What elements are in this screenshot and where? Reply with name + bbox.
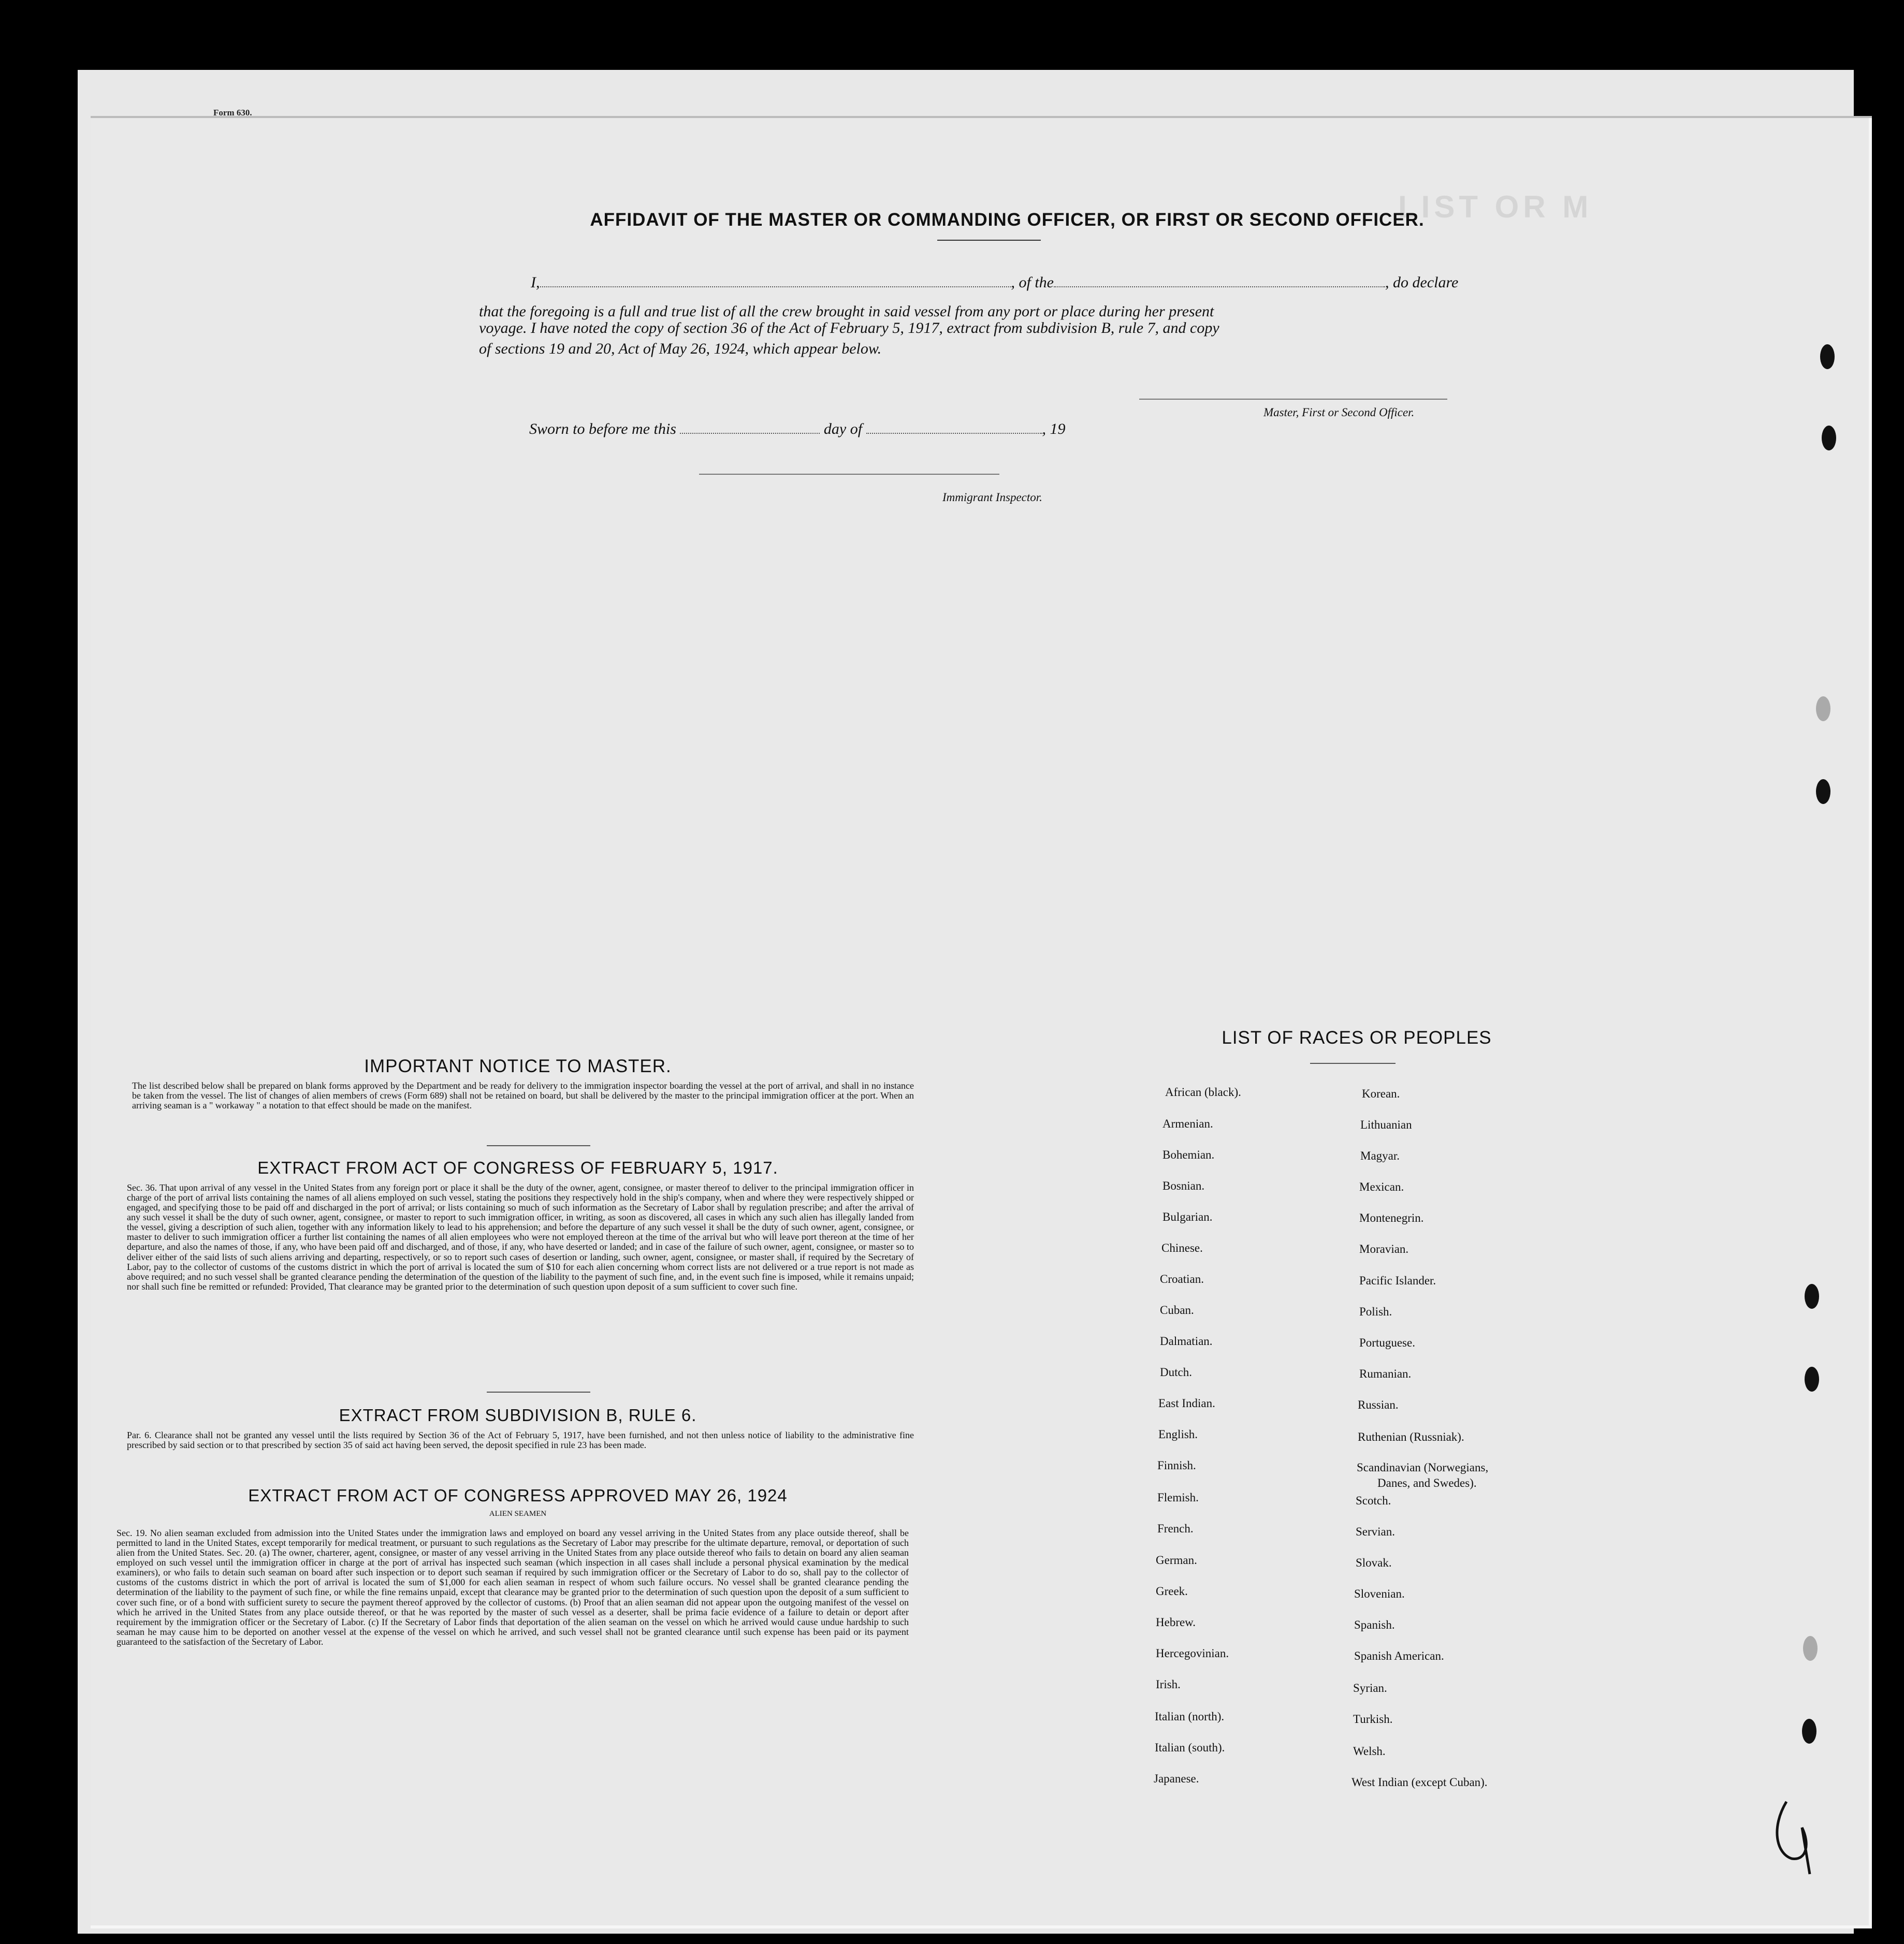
race-item: West Indian (except Cuban). xyxy=(1351,1776,1488,1789)
subdivision-b-title: EXTRACT FROM SUBDIVISION B, RULE 6. xyxy=(339,1406,697,1425)
punch-hole xyxy=(1816,696,1830,721)
sworn-day-blank[interactable] xyxy=(680,433,820,434)
sworn-month-blank[interactable] xyxy=(866,433,1042,434)
punch-hole xyxy=(1803,1636,1818,1661)
race-item: English. xyxy=(1158,1428,1198,1441)
race-item: Armenian. xyxy=(1162,1117,1213,1130)
race-item: Polish. xyxy=(1359,1305,1392,1318)
race-item: East Indian. xyxy=(1158,1397,1215,1410)
race-item: Pacific Islander. xyxy=(1359,1274,1436,1287)
race-item: Hebrew. xyxy=(1156,1616,1196,1629)
race-item: Russian. xyxy=(1358,1398,1399,1411)
punch-hole xyxy=(1816,779,1830,804)
race-item: Hercegovinian. xyxy=(1156,1647,1229,1660)
sworn-line xyxy=(529,419,1066,439)
race-item: Flemish. xyxy=(1157,1491,1199,1504)
races-rule xyxy=(1310,1063,1396,1064)
document-page xyxy=(91,116,1872,1928)
notice-rule xyxy=(487,1145,590,1146)
title-rule xyxy=(937,240,1041,241)
extract-1917-title: EXTRACT FROM ACT OF CONGRESS OF FEBRUARY 5, 1917. xyxy=(257,1158,778,1177)
race-item: Montenegrin. xyxy=(1359,1211,1424,1224)
race-item: Korean. xyxy=(1362,1087,1400,1100)
race-item: Italian (north). xyxy=(1155,1710,1225,1723)
do-declare-label: , do declare xyxy=(1385,274,1459,291)
race-item: Bosnian. xyxy=(1162,1179,1205,1192)
bleed-through-text: LIST OR M xyxy=(1398,189,1593,224)
race-item: Dutch. xyxy=(1160,1366,1192,1379)
race-item: Ruthenian (Russniak). xyxy=(1358,1430,1464,1443)
race-item: Greek. xyxy=(1156,1585,1188,1598)
race-item: Scandinavian (Norwegians, xyxy=(1357,1461,1489,1474)
race-item: Spanish American. xyxy=(1354,1649,1444,1662)
race-item: Croatian. xyxy=(1160,1273,1204,1285)
alien-seamen-subtitle: ALIEN SEAMEN xyxy=(489,1510,547,1518)
race-item: Irish. xyxy=(1156,1678,1181,1691)
race-item: German. xyxy=(1156,1554,1197,1567)
punch-hole xyxy=(1802,1719,1816,1744)
affidavit-line1 xyxy=(531,273,1458,293)
race-item: Finnish. xyxy=(1157,1459,1196,1472)
master-signature-line[interactable] xyxy=(1139,399,1447,400)
extract-1917-body: Sec. 36. That upon arrival of any vessel in the United States from any foreign port or place it shall be the duty of the owner, agent, consignee, or master thereof to deliver to the principal immigration officer in charge of the port of arrival lists containing the names of all aliens employed on such vessel, stating the positions they respectively hold in the ship's company, when and where they were respectively shipped or engaged, and specifying those to be paid off and discharged in the port of arrival; or lists containing so much of such information as the Secretary of Labor shall by regulation prescribe; and after the arrival of any such vessel it shall be the duty of such owner, agent, consignee, or master to report to such immigration officer, in writing, as soon as discovered, all cases in which any such alien has illegally landed from the vessel, giving a description of such alien, together with any information likely to lead to his apprehension; and before the departure of any such vessel it shall be the duty of such owner, agent, consignee, or master to deliver to such immigration officer a further list containing the names of all alien employees who were not employed thereon at the time of the arrival but who will leave port thereon at the time of her departure, and also the names of those, if any, who have been paid off and discharged, and of those, if any, who have deserted or landed; and in case of the failure of such owner, agent, consignee, or master so to deliver either of the said lists of such aliens arriving and departing, respectively, or so to report such cases of desertion or landing, such owner, agent, consignee, or master shall, if required by the Secretary of Labor, pay to the collector of customs of the customs district in which the port of arrival is located the sum of $10 for each alien concerning whom correct lists are not delivered or a true report is not made as above required; and no such vessel shall be granted clearance pending the determination of the question of the liability to the payment of such fine, and, in the event such fine is imposed, while it remains unpaid; nor shall such fine be remitted or refunded: Provided, That clearance may be granted prior to the determination of such question upon deposit of a sum sufficient to cover such fine. xyxy=(127,1182,914,1292)
races-title: LIST OF RACES OR PEOPLES xyxy=(1222,1028,1492,1048)
race-item: Syrian. xyxy=(1353,1682,1387,1694)
punch-hole xyxy=(1805,1367,1819,1392)
affidavit-line3: voyage. I have noted the copy of section 36 of the Act of February 5, 1917, extract from subdivision B, rule 7, and copy xyxy=(479,319,1219,337)
race-item: Dalmatian. xyxy=(1160,1335,1213,1348)
race-item: Chinese. xyxy=(1161,1241,1203,1254)
declarant-name-blank[interactable] xyxy=(540,286,1011,287)
page-edge xyxy=(91,116,1872,118)
race-item: Slovak. xyxy=(1356,1556,1392,1569)
inspector-signature-label: Immigrant Inspector. xyxy=(942,491,1042,504)
extract-1924-title: EXTRACT FROM ACT OF CONGRESS APPROVED MAY 26, 1924 xyxy=(248,1486,788,1505)
race-item: Cuban. xyxy=(1160,1304,1194,1317)
master-signature-label: Master, First or Second Officer. xyxy=(1263,406,1415,419)
notice-title: IMPORTANT NOTICE TO MASTER. xyxy=(364,1056,672,1076)
race-item: Mexican. xyxy=(1359,1180,1404,1193)
race-item: Scotch. xyxy=(1356,1494,1391,1507)
affidavit-line2: that the foregoing is a full and true list of all the crew brought in said vessel from any port or place during her present xyxy=(479,303,1214,320)
race-item: Spanish. xyxy=(1354,1618,1395,1631)
punch-hole xyxy=(1820,344,1835,369)
punch-hole xyxy=(1805,1284,1819,1309)
race-item: Bulgarian. xyxy=(1162,1210,1213,1223)
of-the-label: , of the xyxy=(1011,274,1054,291)
race-item: African (black). xyxy=(1165,1086,1241,1099)
race-item: Lithuanian xyxy=(1360,1118,1412,1131)
race-item: French. xyxy=(1157,1522,1194,1535)
race-item: Japanese. xyxy=(1154,1772,1199,1785)
race-item: Servian. xyxy=(1356,1525,1396,1538)
form-number: Form 630. xyxy=(213,108,252,118)
race-item: Portuguese. xyxy=(1359,1336,1415,1349)
race-item: Moravian. xyxy=(1359,1243,1409,1255)
affidavit-title: AFFIDAVIT OF THE MASTER OR COMMANDING OFFICER, OR FIRST OR SECOND OFFICER. xyxy=(590,210,1425,230)
inspector-signature-line[interactable] xyxy=(699,474,999,475)
vessel-name-blank[interactable] xyxy=(1054,286,1385,287)
race-item: Welsh. xyxy=(1353,1745,1386,1758)
declarant-prefix: I, xyxy=(531,274,540,291)
race-item: Magyar. xyxy=(1360,1149,1400,1162)
race-item: Slovenian. xyxy=(1354,1587,1405,1600)
handwritten-page-mark xyxy=(1761,1796,1823,1879)
day-of-label: day of xyxy=(823,420,863,437)
sworn-label: Sworn to before me this xyxy=(529,420,676,437)
race-item: Bohemian. xyxy=(1162,1148,1215,1161)
race-item: Danes, and Swedes). xyxy=(1377,1477,1477,1489)
punch-hole xyxy=(1822,426,1836,450)
race-item: Rumanian. xyxy=(1359,1367,1412,1380)
race-item: Turkish. xyxy=(1353,1713,1393,1726)
race-item: Italian (south). xyxy=(1155,1741,1225,1754)
notice-body: The list described below shall be prepared on blank forms approved by the Department and be ready for delivery to the immigration inspector boarding the vessel at the port of arrival, and shall in no instance be taken from the vessel. The list of changes of alien members of crews (Form 689) shall not be retained on board, but shall be delivered by the master to the principal immigration officer at the port. When an arriving seaman is a " workaway " a notation to that effect should be made on the manifest. xyxy=(132,1080,914,1111)
affidavit-line4: of sections 19 and 20, Act of May 26, 1924, which appear below. xyxy=(479,340,882,357)
extract-1917-rule xyxy=(487,1392,590,1393)
extract-1924-body: Sec. 19. No alien seaman excluded from admission into the United States under the immigration laws and employed on board any vessel arriving in the United States from any place outside thereof, shall be permitted to land in the United States, except temporarily for medical treatment, or pursuant to such regulations as the Secretary of Labor may prescribe for the ultimate departure, removal, or deportation of such alien from the United States. Sec. 20. (a) The owner, charterer, agent, consignee, or master of any vessel arriving in the United States from any place outside thereof who fails to detain on board any alien seaman employed on such vessel until the immigration officer in charge at the port of arrival has inspected such seaman (which inspection in all cases shall include a personal physical examination by the medical examiners), or who fails to detain such seaman on board after such inspection or to deport such seaman if required by such immigration officer or the Secretary of Labor to do so, shall pay to the collector of customs of the customs district in which the port of arrival is located the sum of $1,000 for each alien seaman in respect of whom such failure occurs. No vessel shall be granted clearance pending the determination of the liability to the payment of such fine, or while the fine remains unpaid, except that clearance may be granted prior to the determination of such question upon the deposit of a sum sufficient to cover such fine, or of a bond with sufficient surety to secure the payment thereof approved by the collector of customs. (b) Proof that an alien seaman did not appear upon the outgoing manifest of the vessel on which he arrived in the United States from any place outside thereof, or that he was reported by the master of such vessel as a deserter, shall be prima facie evidence of a failure to detain or deport after requirement by the immigration officer or the Secretary of Labor. (c) If the Secretary of Labor finds that deportation of the alien seaman on the vessel on which he arrived would cause undue hardship to such seaman he may cause him to be deported on another vessel at the expense of the vessel on which he arrived, and such vessel shall not be granted clearance until such expense has been paid or its payment guaranteed to the satisfaction of the Secretary of Labor. xyxy=(117,1528,909,1647)
subdivision-b-body: Par. 6. Clearance shall not be granted any vessel until the lists required by Section 36 of the Act of February 5, 1917, have been furnished, and not then unless notice of liability to the administrative fine prescribed by said section or to that prescribed by section 35 of said act having been served, the deposit specified in rule 23 has been made. xyxy=(127,1430,914,1451)
year-label: , 19 xyxy=(1042,420,1066,437)
